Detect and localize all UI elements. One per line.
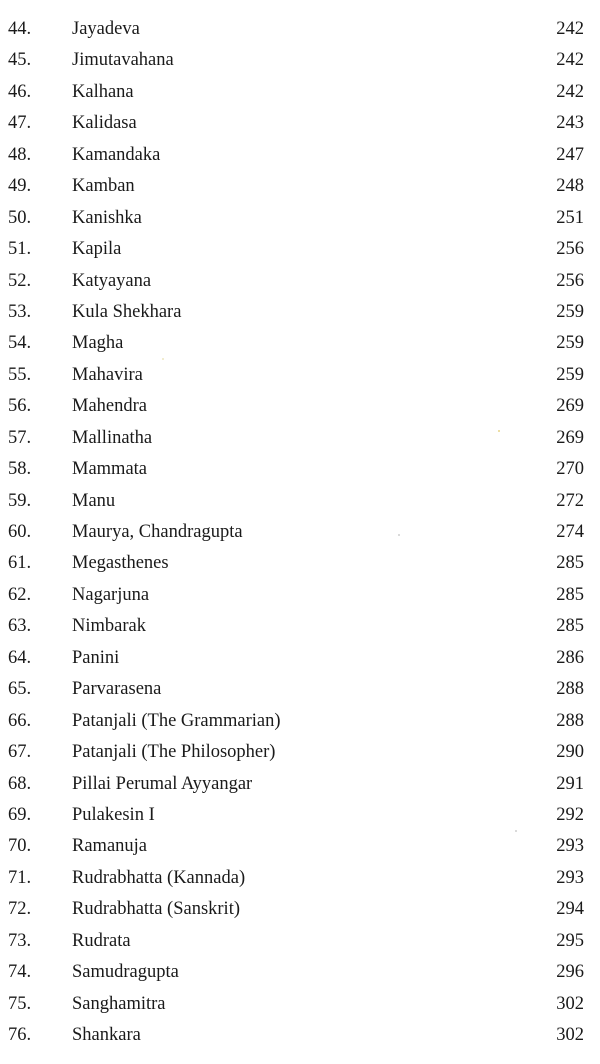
toc-entry	[0, 108, 600, 139]
toc-entry	[0, 800, 600, 831]
entry-number: 71.	[8, 867, 32, 888]
entry-title: Manu	[72, 490, 116, 511]
entry-number: 45.	[8, 50, 32, 71]
entry-page-number: 290	[556, 742, 584, 763]
toc-entry	[0, 391, 600, 422]
entry-number: 48.	[8, 144, 32, 165]
entry-page-number: 288	[556, 679, 584, 700]
entry-page-number: 294	[556, 899, 584, 920]
toc-entry	[0, 989, 600, 1020]
toc-entry	[0, 266, 600, 297]
entry-number: 44.	[8, 19, 32, 39]
entry-number: 68.	[8, 773, 32, 794]
entry-number: 51.	[8, 239, 32, 260]
entry-number: 57.	[8, 427, 32, 448]
table-of-contents	[0, 14, 600, 1051]
entry-page-number: 242	[556, 19, 584, 39]
toc-entry	[0, 674, 600, 705]
entry-page-number: 256	[556, 270, 584, 291]
entry-page-number: 242	[556, 81, 584, 102]
entry-title: Patanjali (The Grammarian)	[72, 710, 281, 731]
entry-number: 54.	[8, 333, 32, 354]
entry-title: Kanishka	[72, 207, 142, 228]
entry-title: Panini	[72, 647, 120, 668]
entry-number: 69.	[8, 804, 32, 825]
toc-entry	[0, 580, 600, 611]
entry-title: Pillai Perumal Ayyangar	[72, 773, 253, 794]
entry-number: 61.	[8, 553, 32, 574]
entry-page-number: 285	[556, 553, 584, 574]
entry-number: 53.	[8, 301, 32, 322]
entry-number: 56.	[8, 396, 32, 417]
toc-entry	[0, 45, 600, 76]
entry-title: Mammata	[72, 459, 148, 480]
entry-page-number: 269	[556, 396, 584, 417]
entry-title: Samudragupta	[72, 962, 179, 983]
paper-speck	[398, 534, 400, 536]
paper-speck	[162, 358, 164, 360]
entry-title: Mallinatha	[72, 427, 153, 448]
entry-page-number: 302	[556, 1025, 584, 1045]
entry-number: 46.	[8, 81, 32, 102]
entry-title: Pulakesin I	[72, 804, 155, 825]
toc-entry	[0, 454, 600, 485]
paper-speck	[515, 830, 517, 832]
entry-number: 60.	[8, 522, 32, 542]
entry-page-number: 295	[556, 930, 584, 951]
toc-entry	[0, 863, 600, 894]
toc-entry	[0, 171, 600, 202]
entry-page-number: 274	[556, 522, 584, 542]
entry-title: Rudrabhatta (Sanskrit)	[72, 899, 240, 920]
entry-number: 74.	[8, 962, 32, 983]
entry-number: 76.	[8, 1025, 32, 1045]
entry-title: Ramanuja	[72, 836, 148, 857]
entry-number: 47.	[8, 113, 32, 134]
entry-page-number: 296	[556, 962, 584, 983]
entry-title: Jayadeva	[72, 19, 140, 39]
entry-page-number: 243	[556, 113, 584, 134]
toc-entry	[0, 423, 600, 454]
toc-entry	[0, 517, 600, 548]
entry-title: Kapila	[72, 239, 122, 260]
entry-title: Mahavira	[72, 364, 143, 385]
entry-title: Parvarasena	[72, 679, 162, 700]
entry-page-number: 291	[556, 773, 584, 794]
toc-entry	[0, 486, 600, 517]
entry-page-number: 259	[556, 333, 584, 354]
toc-entry	[0, 360, 600, 391]
toc-entry	[0, 548, 600, 579]
toc-entry	[0, 831, 600, 862]
entry-page-number: 259	[556, 364, 584, 385]
entry-number: 62.	[8, 584, 32, 605]
entry-number: 66.	[8, 710, 32, 731]
entry-page-number: 248	[556, 176, 584, 197]
toc-entry	[0, 203, 600, 234]
entry-page-number: 270	[556, 459, 584, 480]
entry-page-number: 285	[556, 616, 584, 637]
entry-title: Kamban	[72, 176, 135, 197]
entry-title: Mahendra	[72, 396, 147, 417]
entry-number: 64.	[8, 647, 32, 668]
entry-title: Patanjali (The Philosopher)	[72, 742, 276, 763]
entry-number: 67.	[8, 742, 32, 763]
entry-page-number: 242	[556, 50, 584, 71]
entry-title: Maurya, Chandragupta	[72, 522, 243, 542]
entry-number: 58.	[8, 459, 32, 480]
entry-title: Rudrabhatta (Kannada)	[72, 867, 246, 888]
entry-page-number: 302	[556, 993, 584, 1014]
entry-title: Rudrata	[72, 930, 131, 951]
entry-page-number: 286	[556, 647, 584, 668]
entry-title: Kalidasa	[72, 113, 137, 134]
entry-page-number: 292	[556, 804, 584, 825]
toc-entry	[0, 297, 600, 328]
toc-entry	[0, 643, 600, 674]
entry-number: 63.	[8, 616, 32, 637]
entry-title: Megasthenes	[72, 553, 169, 574]
entry-number: 75.	[8, 993, 32, 1014]
entry-title: Sanghamitra	[72, 993, 166, 1014]
entry-page-number: 259	[556, 301, 584, 322]
entry-number: 52.	[8, 270, 32, 291]
entry-page-number: 293	[556, 836, 584, 857]
entry-number: 70.	[8, 836, 32, 857]
entry-title: Magha	[72, 333, 124, 354]
entry-title: Kalhana	[72, 81, 134, 102]
entry-title: Kamandaka	[72, 144, 161, 165]
toc-entry	[0, 1020, 600, 1051]
entry-number: 73.	[8, 930, 32, 951]
entry-title: Nagarjuna	[72, 584, 150, 605]
toc-entry	[0, 328, 600, 359]
entry-page-number: 285	[556, 584, 584, 605]
entry-number: 49.	[8, 176, 32, 197]
entry-title: Katyayana	[72, 270, 152, 291]
toc-entry	[0, 706, 600, 737]
entry-number: 72.	[8, 899, 32, 920]
entry-page-number: 247	[556, 144, 584, 165]
entry-page-number: 293	[556, 867, 584, 888]
entry-title: Nimbarak	[72, 616, 146, 637]
toc-entry	[0, 77, 600, 108]
toc-entry	[0, 769, 600, 800]
entry-title: Jimutavahana	[72, 50, 174, 71]
entry-page-number: 272	[556, 490, 584, 511]
toc-entry	[0, 234, 600, 265]
entry-page-number: 251	[556, 207, 584, 228]
entry-page-number: 269	[556, 427, 584, 448]
toc-entry	[0, 926, 600, 957]
toc-entry	[0, 957, 600, 988]
entry-number: 65.	[8, 679, 32, 700]
toc-entry	[0, 894, 600, 925]
entry-number: 59.	[8, 490, 32, 511]
toc-entry	[0, 611, 600, 642]
entry-title: Shankara	[72, 1025, 141, 1045]
entry-page-number: 256	[556, 239, 584, 260]
entry-title: Kula Shekhara	[72, 301, 182, 322]
entry-number: 55.	[8, 364, 32, 385]
toc-entry	[0, 737, 600, 768]
entry-number: 50.	[8, 207, 32, 228]
paper-speck	[498, 430, 500, 432]
toc-entry	[0, 140, 600, 171]
toc-entry	[0, 14, 600, 45]
entry-page-number: 288	[556, 710, 584, 731]
